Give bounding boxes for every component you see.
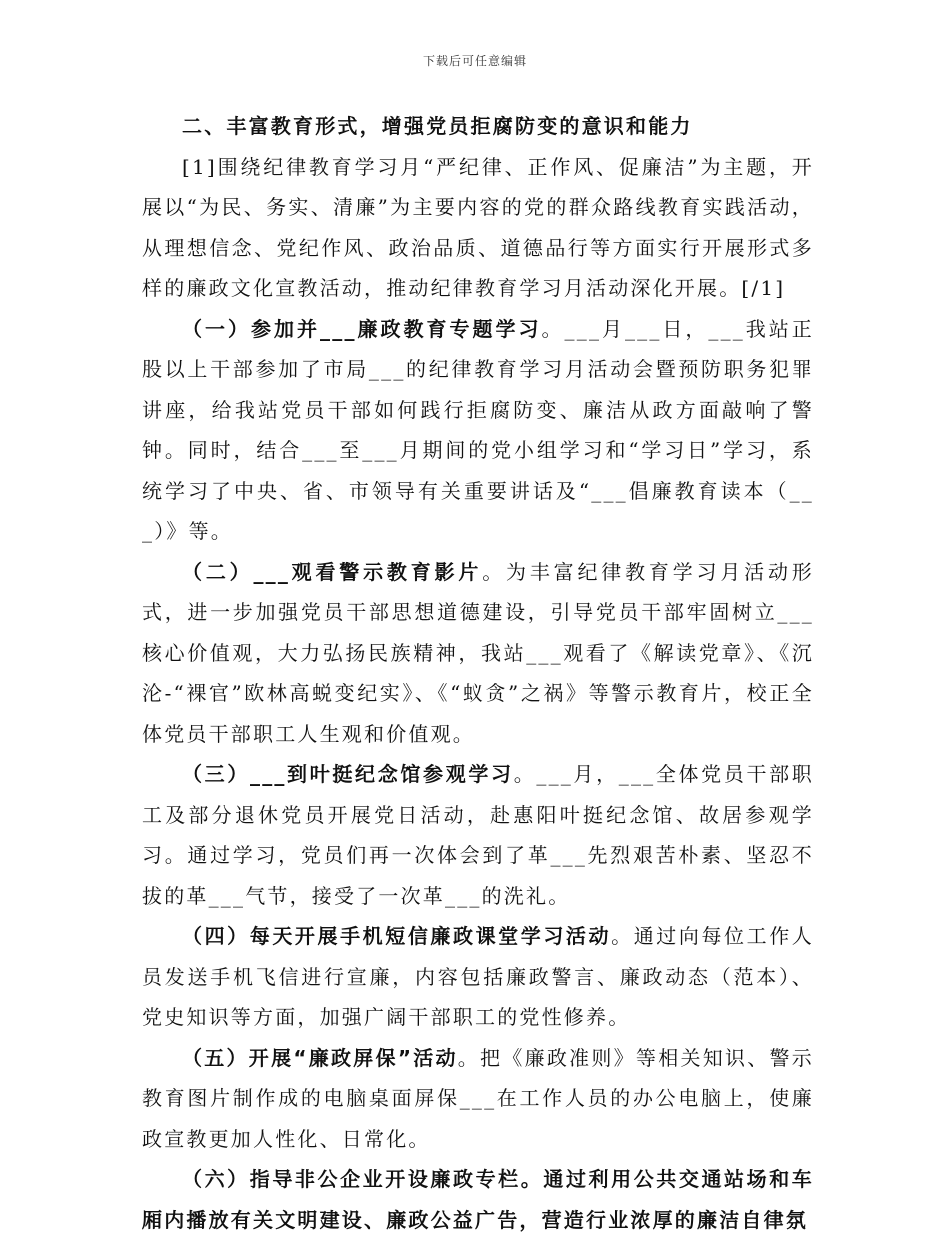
item-title-3: （三）___到叶挺纪念馆参观学习 <box>182 762 514 786</box>
document-body <box>142 106 814 1240</box>
download-note: 下载后可任意编辑 <box>422 54 527 68</box>
item-title-4: （四）每天开展手机短信廉政课堂学习活动 <box>182 924 612 948</box>
item-paragraph-2 <box>142 552 814 755</box>
item-body-1: 。___月___日，___我站正股以上干部参加了市局___的纪律教育学习月活动会暨预防职务犯罪讲座，给我站党员干部如何践行拒腐防变、廉洁从政方面敲响了警钟。同时，结合___至___月期间的党小组学习和“学习日”学习，系统学习了中央、省、市领导有关重要讲话及“___倡廉教育读本（___）》等。 <box>142 316 815 543</box>
section-heading: 二、丰富教育形式，增强党员拒腐防变的意识和能力 <box>182 114 693 138</box>
item-title-2: （二）___观看警示教育影片 <box>182 559 483 584</box>
item-paragraph-4 <box>142 916 814 1038</box>
item-body-2: 。为丰富纪律教育学习月活动形式，进一步加强党员干部思想道德建设，引导党员干部牢固树立___核心价值观，大力弘扬民族精神，我站___观看了《解读党章》、《沉沦-“裸官”欧林高蜕变纪实》、《“蚁贪”之祸》等警示教育片，校正全体党员干部职工人生观和价值观。 <box>142 559 814 746</box>
item-body-5: 。把《廉政准则》等相关知识、警示教育图片制作成的电脑桌面屏保___在工作人员的办公电脑上，使廉政宣教更加人性化、日常化。 <box>142 1045 815 1151</box>
item-paragraph-1 <box>142 309 814 552</box>
item-paragraph-3 <box>142 754 814 916</box>
item-body-4: 。通过向每位工作人员发送手机飞信进行宣廉，内容包括廉政警言、廉政动态（范本）、党史知识等方面，加强广阔干部职工的党性修养。 <box>142 924 814 1029</box>
item-body-3: 。___月，___全体党员干部职工及部分退休党员开展党日活动，赴惠阳叶挺纪念馆、故居参观学习。通过学习，党员们再一次体会到了革___先烈艰苦朴素、坚忍不拔的革___气节，接受了一次革___的洗礼。 <box>142 762 815 908</box>
item-title-1: （一）参加并___廉政教育专题学习 <box>182 316 542 341</box>
final-paragraph: （六）指导非公企业开设廉政专栏。通过利用公共交通站场和车厢内播放有关文明建设、廉政公益广告，营造行业浓厚的廉洁自律氛 <box>142 1167 814 1232</box>
intro-paragraph: [1]围绕纪律教育学习月“严纪律、正作风、促廉洁”为主题，开展以“为民、务实、清廉”为主要内容的党的群众路线教育实践活动，从理想信念、党纪作风、政治品质、道德品行等方面实行开展形式多样的廉政文化宣教活动，推动纪律教育学习月活动深化开展。[/1] <box>142 154 814 300</box>
item-paragraph-5 <box>142 1038 814 1160</box>
item-title-5: （五）开展“廉政屏保”活动 <box>182 1045 458 1070</box>
